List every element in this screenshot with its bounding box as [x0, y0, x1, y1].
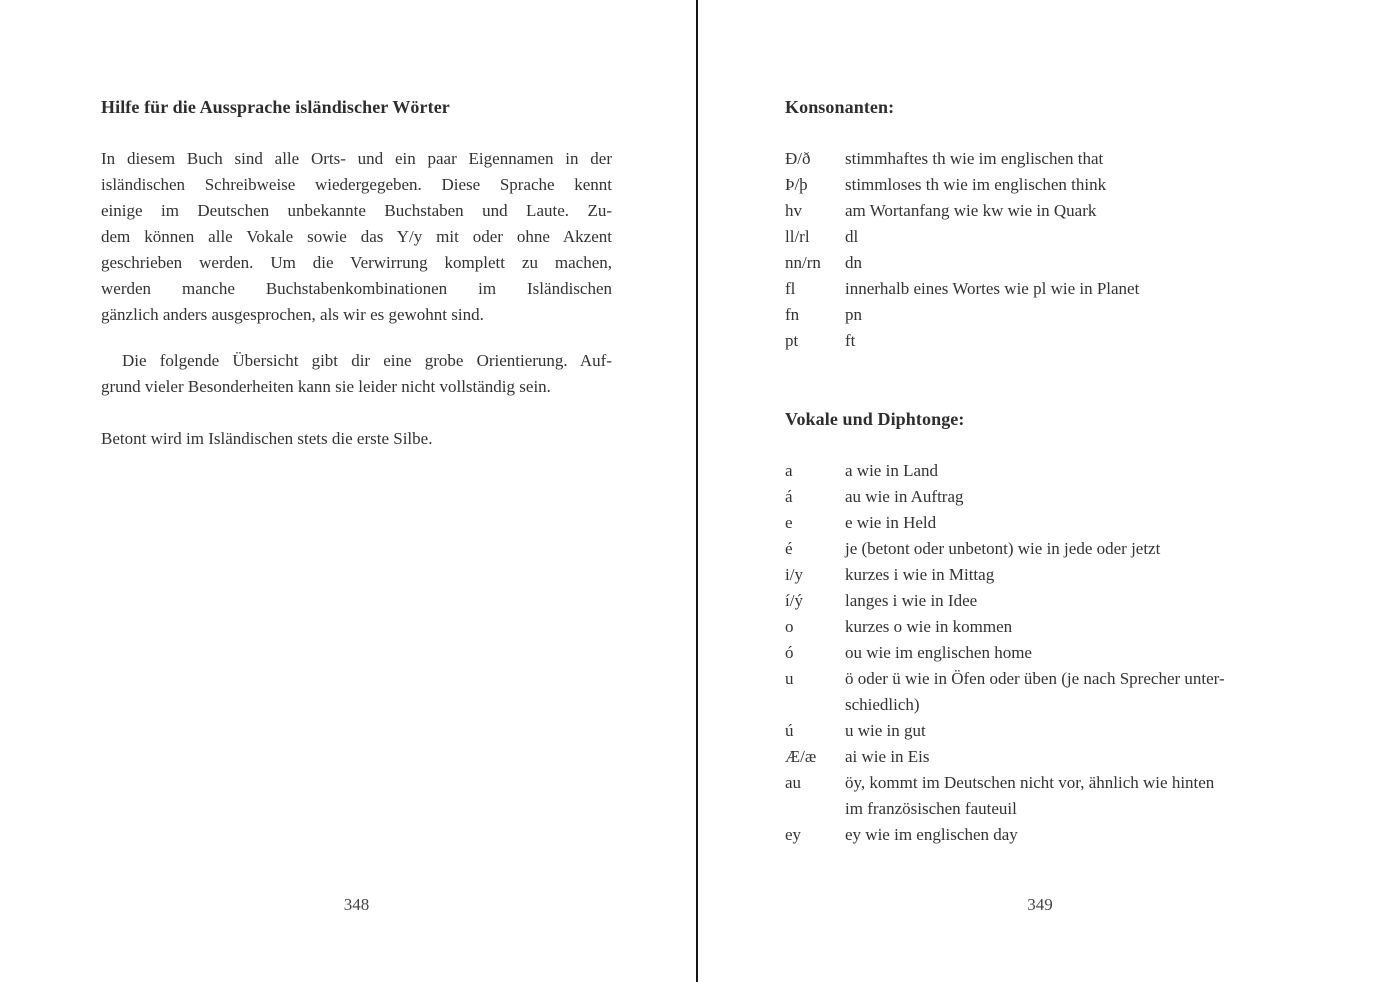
definition-line: ö oder ü wie in Öfen oder üben (je nach Sprecher unter-	[845, 669, 1225, 688]
entry-term: i/y	[785, 565, 803, 584]
definition-line: im französischen fauteuil	[845, 799, 1017, 818]
paragraph-line: Die folgende Übersicht gibt dir eine grobe Orientierung. Auf-	[122, 351, 612, 370]
entry-definition	[845, 770, 1214, 822]
entry-term: ó	[785, 643, 794, 662]
entry-definition	[845, 822, 1018, 848]
paragraph	[101, 348, 612, 400]
paragraph	[101, 146, 612, 328]
entry-definition	[845, 328, 855, 354]
entry-row	[785, 146, 1295, 172]
entry-term: Ð/ð	[785, 149, 811, 168]
entry-term: o	[785, 617, 794, 636]
entry-row	[785, 588, 1295, 614]
entry-row	[785, 458, 1295, 484]
entry-definition	[845, 146, 1103, 172]
entry-row	[785, 250, 1295, 276]
definition-line: dl	[845, 227, 859, 246]
entry-definition	[845, 718, 926, 744]
entry-term: nn/rn	[785, 253, 821, 272]
entry-definition	[845, 640, 1032, 666]
entry-row	[785, 510, 1295, 536]
pronunciation-section	[785, 406, 1295, 848]
paragraph-line: gänzlich anders ausgesprochen, als wir es gewohnt sind.	[101, 305, 484, 324]
definition-line: stimmhaftes th wie im englischen that	[845, 149, 1104, 168]
definition-line: kurzes i wie in Mittag	[845, 565, 995, 584]
definition-line: u wie in gut	[845, 721, 926, 740]
definition-line: ou wie im englischen home	[845, 643, 1032, 662]
entry-definition	[845, 744, 930, 770]
definition-line: e wie in Held	[845, 513, 937, 532]
entry-row	[785, 224, 1295, 250]
entry-list	[785, 458, 1295, 848]
entry-term: ll/rl	[785, 227, 810, 246]
entry-definition	[845, 198, 1096, 224]
definition-line: pn	[845, 305, 862, 324]
pronunciation-sections	[785, 94, 1295, 848]
entry-definition	[845, 510, 936, 536]
entry-definition	[845, 666, 1225, 718]
entry-term: a	[785, 461, 793, 480]
entry-term: e	[785, 513, 793, 532]
entry-row	[785, 328, 1295, 354]
entry-row	[785, 198, 1295, 224]
entry-term: Æ/æ	[785, 747, 817, 766]
entry-definition	[845, 458, 938, 484]
definition-line: stimmloses th wie im englischen think	[845, 175, 1107, 194]
entry-row	[785, 614, 1295, 640]
entry-definition	[845, 536, 1160, 562]
entry-term: au	[785, 773, 802, 792]
entry-row	[785, 744, 1295, 770]
entry-term: é	[785, 539, 793, 558]
entry-term: ú	[785, 721, 794, 740]
entry-row	[785, 640, 1295, 666]
entry-term: fn	[785, 305, 800, 324]
entry-term: fl	[785, 279, 796, 298]
entry-definition	[845, 588, 977, 614]
entry-definition	[845, 276, 1139, 302]
entry-definition	[845, 302, 862, 328]
entry-definition	[845, 614, 1012, 640]
entry-term: u	[785, 669, 794, 688]
entry-term: hv	[785, 201, 802, 220]
entry-term: Þ/þ	[785, 175, 808, 194]
entry-row	[785, 484, 1295, 510]
entry-definition	[845, 172, 1106, 198]
entry-definition	[845, 250, 862, 276]
entry-row	[785, 172, 1295, 198]
page-divider-rule	[696, 0, 698, 982]
entry-term: pt	[785, 331, 799, 350]
paragraph-line: grund vieler Besonderheiten kann sie leider nicht vollständig sein.	[101, 377, 551, 396]
page-left	[101, 94, 612, 452]
entry-definition	[845, 224, 858, 250]
entry-row	[785, 276, 1295, 302]
paragraph-line: werden manche Buchstabenkombinationen im Isländischen	[101, 279, 612, 298]
entry-definition	[845, 484, 964, 510]
section-heading: Konsonanten:	[785, 97, 895, 117]
paragraph-line: geschrieben werden. Um die Verwirrung komplett zu machen,	[101, 253, 612, 272]
page-title: Hilfe für die Aussprache isländischer Wörter	[101, 97, 450, 117]
paragraph-line: einige im Deutschen unbekannte Buchstaben und Laute. Zu-	[101, 201, 612, 220]
definition-line: am Wortanfang wie kw wie in Quark	[845, 201, 1097, 220]
entry-term: í/ý	[785, 591, 803, 610]
definition-line: au wie in Auftrag	[845, 487, 964, 506]
page-number-right: 349	[1027, 895, 1053, 914]
page-number-left: 348	[343, 895, 370, 914]
definition-line: öy, kommt im Deutschen nicht vor, ähnlich wie hinten	[845, 773, 1215, 792]
definition-line: ey wie im englischen day	[845, 825, 1018, 844]
entry-row	[785, 536, 1295, 562]
entry-term: á	[785, 487, 793, 506]
definition-line: ai wie in Eis	[845, 747, 930, 766]
entry-row	[785, 770, 1295, 822]
paragraph-line: dem können alle Vokale sowie das Y/y mit oder ohne Akzent	[101, 227, 612, 246]
paragraph-line: isländischen Schreibweise wiedergegeben. Diese Sprache kennt	[101, 175, 612, 194]
definition-line: innerhalb eines Wortes wie pl wie in Planet	[845, 279, 1140, 298]
pronunciation-section	[785, 94, 1295, 354]
page-right	[785, 94, 1295, 848]
entry-term: ey	[785, 825, 802, 844]
definition-line: langes i wie in Idee	[845, 591, 978, 610]
entry-row	[785, 562, 1295, 588]
body-text	[101, 146, 612, 452]
paragraph-line: Betont wird im Isländischen stets die erste Silbe.	[101, 429, 433, 448]
definition-line: je (betont oder unbetont) wie in jede oder jetzt	[845, 539, 1161, 558]
entry-definition	[845, 562, 994, 588]
entry-row	[785, 666, 1295, 718]
entry-row	[785, 302, 1295, 328]
definition-line: ft	[845, 331, 856, 350]
section-heading: Vokale und Diphtonge:	[785, 409, 965, 429]
definition-line: kurzes o wie in kommen	[845, 617, 1013, 636]
definition-line: dn	[845, 253, 862, 272]
definition-line: schiedlich)	[845, 695, 920, 714]
entry-list	[785, 146, 1295, 354]
paragraph	[101, 426, 612, 452]
entry-row	[785, 822, 1295, 848]
entry-row	[785, 718, 1295, 744]
paragraph-line: In diesem Buch sind alle Orts- und ein paar Eigennamen in der	[101, 149, 612, 168]
definition-line: a wie in Land	[845, 461, 938, 480]
